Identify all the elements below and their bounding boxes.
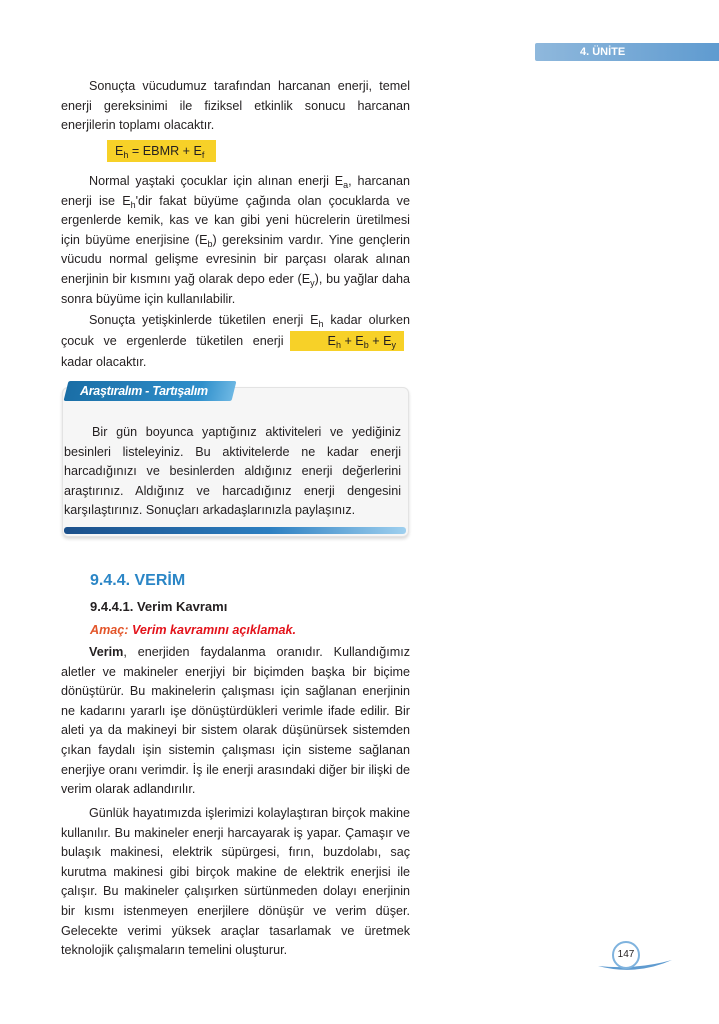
- text-run: kadar olurken çocuk ve ergenlerde tüketilen enerji: [61, 313, 410, 348]
- aim-line: [90, 623, 296, 637]
- unit-label: 4. ÜNİTE: [580, 46, 626, 58]
- subscript: b: [363, 340, 369, 350]
- text-run: , harcanan enerji ise E: [61, 174, 410, 208]
- text-run: kadar olacaktır.: [61, 355, 147, 369]
- page-number-badge: [612, 941, 640, 969]
- formula-part: + E: [368, 334, 392, 348]
- aim-text: Verim kavramını açıklamak.: [128, 623, 297, 637]
- research-text: Bir gün boyunca yaptığınız aktiviteleri ve yediğiniz besinleri listeleyiniz. Bu aktivitelerde ne kadar enerji harcadığınızı ve besinlerden aldığınız enerji değerlerini araştırınız. Aldığınız ve harcadığınız enerji dengesini karşılaştırınız. Sonuçları arkadaşlarınızla paylaşınız.: [64, 425, 401, 518]
- children-energy-paragraph: [61, 172, 410, 309]
- text-run: ) gereksinim vardır. Yine gençlerin vücudu normal gelişme evresinin bir parçası olarak alınan enerjinin bir kısmını yağ olarak depo eder (E: [61, 232, 410, 286]
- subscript: a: [343, 180, 349, 190]
- section-title: 9.4.4. VERİM: [90, 572, 186, 589]
- subscript: h: [130, 199, 136, 210]
- intro-paragraph: Sonuçta vücudumuz tarafından harcanan enerji, temel enerji gereksinimi ile fiziksel etkinlik sonucu harcanan enerjilerin toplamı olacaktır.: [61, 79, 410, 133]
- subscript: h: [335, 340, 341, 350]
- text-run: 'dir fakat büyüme çağında olan çocuklarda ve ergenlerde kemik, kas ve kan gibi yeni hücrelerin üretilmesi için büyüme enerjisine (E: [61, 193, 410, 247]
- subscript: y: [391, 340, 396, 350]
- formula-total-energy: [107, 140, 216, 162]
- verim-term: Verim: [89, 645, 124, 659]
- formula-part: + E: [340, 334, 364, 348]
- subscript: y: [310, 277, 315, 288]
- unit-tab: [535, 43, 719, 61]
- text-run: Sonuçta yetişkinlerde tüketilen enerji E: [89, 313, 319, 327]
- formula-e: E: [115, 144, 124, 158]
- subscript: h: [318, 319, 324, 329]
- research-bottom-bar: [64, 527, 406, 534]
- research-tag-label: Araştıralım - Tartışalım: [80, 384, 208, 398]
- formula-part: E: [327, 334, 336, 348]
- subscript: b: [207, 238, 213, 249]
- text-run: Normal yaştaki çocuklar için alınan enerji E: [89, 174, 344, 188]
- verim-paragraph: [61, 643, 410, 800]
- formula-sub-h: h: [123, 150, 129, 160]
- adults-energy-paragraph: [61, 310, 410, 373]
- page-number: 147: [617, 949, 635, 960]
- formula-children-energy: [290, 331, 404, 351]
- formula-rhs: = EBMR + E: [128, 144, 202, 158]
- aim-label: Amaç:: [90, 623, 129, 637]
- subsection-title: 9.4.4.1. Verim Kavramı: [90, 599, 228, 614]
- verim-definition: , enerjiden faydalanma oranıdır. Kullandığımız aletler ve makineler enerjiyi bir biçimden başka bir biçime dönüştürür. Bu makinelerin çalışması için sağlanan enerjinin ne kadarını yararlı işe dönüştürdükleri verimle ifade edilir. Bir aleti ya da makineyi bir sistem olarak düşünürsek sistemden çıkan faydalı işin sistemin çalışması için sisteme sağlanan enerjiye oranı verimdir. İş ile enerji arasındaki diğer bir ilişki de verim olarak adlandırılır.: [61, 645, 410, 797]
- text-run: ), bu yağlar daha sonra büyüme için kullanılabilir.: [61, 271, 411, 306]
- daily-life-paragraph: Günlük hayatımızda işlerimizi kolaylaştıran birçok makine kullanılır. Bu makineler enerji harcayarak iş yapar. Çamaşır ve bulaşık makinesi, elektrik süpürgesi, fırın, buzdolabı, saç kurutma makinesi gibi birçok makine de elektrik enerjisi ile çalışır. Bu makineler çalışırken sürtünmeden dolayı enerjinin bir kısmı istenmeyen enerjilere dönüşür ve verim düşer. Gelecekte verimi yüksek araçlar tasarlamak ve üretmek teknolojik çalışmaların temelini oluşturur.: [61, 806, 410, 958]
- formula-sub-f: f: [201, 150, 205, 160]
